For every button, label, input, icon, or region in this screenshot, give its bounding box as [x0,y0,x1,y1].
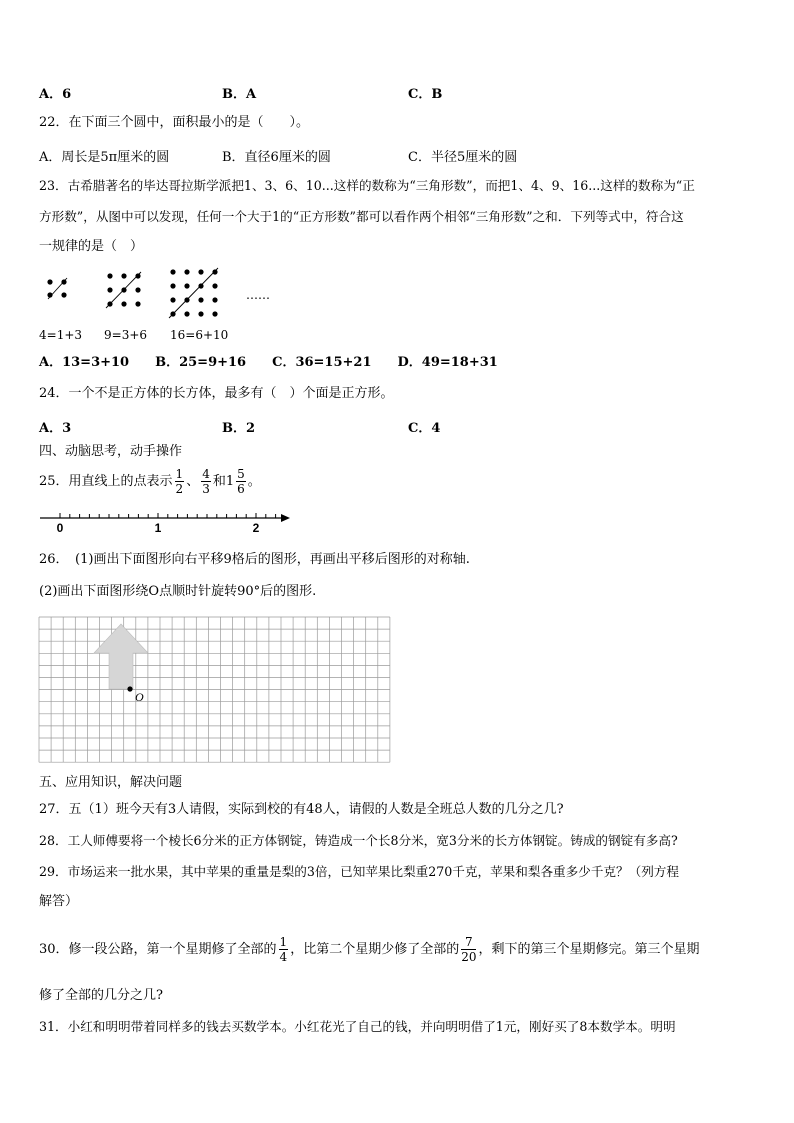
q27: 27．五（1）班今天有3人请假，实际到校的有48人，请假的人数是全班总人数的几分之几? [39,802,564,817]
q23-line2: 方形数”，从图中可以发现，任何一个大于1的“正方形数”都可以看作两个相邻“三角形数”之和．下列等式中，符合这 [39,209,684,224]
q23-caption-1: 4=1+3 [39,328,83,342]
point-o [127,686,132,691]
q26-line1: 26． (1)画出下面图形向右平移9格后的图形，再画出平移后图形的对称轴. [39,552,470,567]
q23-line3: 一规律的是（ ） [39,239,144,254]
q30-fraction-2: $\frac{7}{20}$ [461,935,477,964]
number-line [38,510,294,534]
q23-caption-3: 16=6+10 [170,328,229,342]
q22-option-b: B．直径6厘米的圆 [222,150,331,165]
q24-option-b: B．2 [222,421,256,436]
q21-option-c: C．B [408,87,443,102]
number-line-label-1: 1 [154,521,162,535]
q25-fraction-1: $\frac{1}{2}$ [175,467,184,496]
q26-line2: (2)画出下面图形绕O点顺时针旋转90°后的图形. [39,584,317,599]
q31: 31．小红和明明带着同样多的钱去买数学本。小红花光了自己的钱，并向明明借了1元，刚好买了8本数学本。明明 [39,1019,676,1034]
q29-line2: 解答） [39,894,79,909]
q23-ellipsis: …… [246,288,270,302]
q28: 28．工人师傅要将一个棱长6分米的正方体钢锭，铸造成一个长8分米，宽3分米的长方体钢锭。铸成的钢锭有多高? [39,833,678,848]
q24-option-c: C．4 [408,421,441,436]
q25-fraction-2: $\frac{4}{3}$ [202,467,210,496]
q25-fraction-3: $\frac{5}{6}$ [237,467,245,496]
number-line-label-2: 2 [252,521,260,535]
q30-fraction-1: $\frac{1}{4}$ [279,935,288,964]
square-numbers-figure [40,266,280,322]
point-o-label: O [135,690,144,704]
q23-line1: 23．古希腊著名的毕达哥拉斯学派把1、3、6、10...这样的数称为“三角形数”，而把1、4、9、16...这样的数称为“正 [39,178,695,193]
grid-figure [39,617,389,762]
section-4-heading: 四、动脑思考，动手操作 [39,444,183,459]
q21-option-b: B．A [222,87,257,102]
q29-line1: 29．市场运来一批水果，其中苹果的重量是梨的3倍，已知苹果比梨重270千克，苹果和梨各重多少千克？（列方程 [39,864,679,879]
q23-options: A．13=3+10 B．25=9+16 C．36=15+21 D．49=18+31 [39,355,498,370]
q30-line1: 30．修一段公路，第一个星期修了全部的 $\frac{1}{4}$ ，比第二个星期少修了全部的 $\frac{7}{20}$ ，剩下的第三个星期修完。第三个星期 [39,935,700,964]
number-line-label-0: 0 [56,521,64,535]
q24-option-a: A．3 [39,421,72,436]
q23-caption-2: 9=3+6 [104,328,148,342]
q24-question: 24．一个不是正方体的长方体，最多有（ ）个面是正方形。 [39,386,394,401]
q30-line2: 修了全部的几分之几? [39,988,163,1003]
gray-arrow-shape [94,624,148,689]
q25-prefix: 25．用直线上的点表示 [39,474,173,489]
q21-option-a: A．6 [39,87,72,102]
q25-question: 25．用直线上的点表示 $\frac{1}{2}$ 、 $\frac{4}{3}$ 和1 $\frac{5}{6}$ 。 [39,467,261,496]
section-5-heading: 五、应用知识，解决问题 [39,775,183,790]
q22-option-c: C．半径5厘米的圆 [408,150,518,165]
q22-question: 22．在下面三个圆中，面积最小的是（ ）。 [39,115,310,130]
q22-option-a: A．周长是5π厘米的圆 [39,150,170,165]
